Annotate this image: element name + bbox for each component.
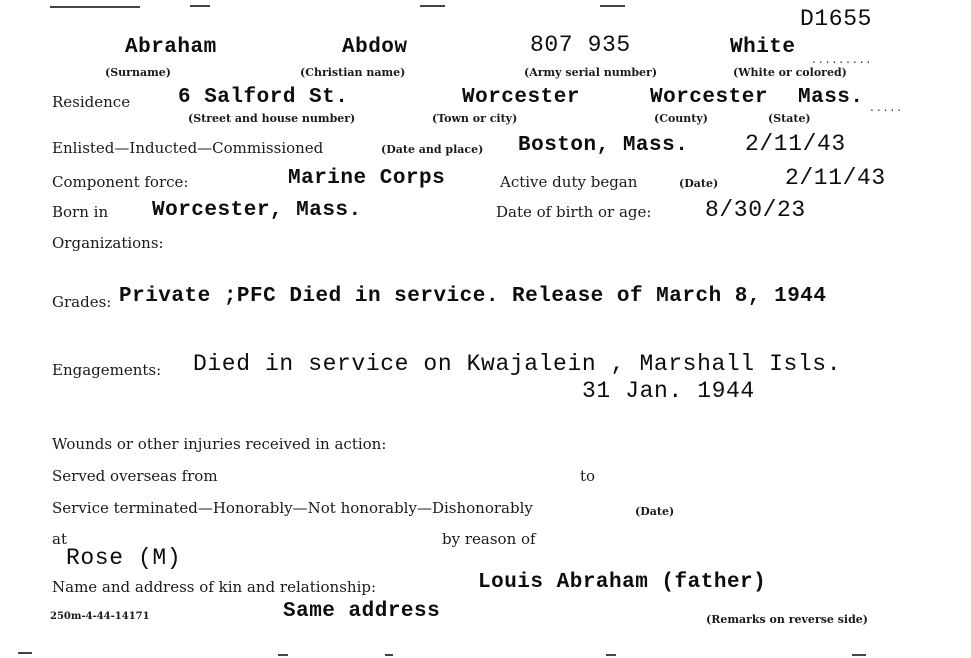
form-number: 250m-4-44-14171 [50,611,150,622]
top-border-mark [600,5,625,7]
bottom-border-mark [278,654,288,656]
component-force-value: Marine Corps [288,167,446,190]
top-border-mark [50,6,140,8]
dotted-leader: ......... [812,52,874,66]
state-caption: (State) [768,112,811,125]
enlistment-place-value: Boston, Mass. [518,134,689,157]
termination-date-caption: (Date) [635,505,675,518]
enlisted-label: Enlisted—Inducted—Commissioned [52,139,324,157]
terminated-at-value: Rose (M) [66,545,182,571]
county-caption: (County) [654,112,708,125]
engagements-line1: Died in service on Kwajalein , Marshall Isls. [193,351,842,377]
dotted-leader: ..... [870,100,905,114]
card-id: D1655 [800,6,873,32]
top-border-mark [420,5,445,7]
town-value: Worcester [462,86,580,109]
street-value: 6 Salford St. [178,86,349,109]
top-border-mark [190,5,210,7]
town-caption: (Town or city) [432,112,518,125]
active-duty-date-value: 2/11/43 [785,165,886,191]
date-place-caption: (Date and place) [381,143,484,156]
active-duty-label: Active duty began [500,173,638,191]
dob-label: Date of birth or age: [496,203,652,221]
kin-address-value: Same address [283,600,441,623]
serial-caption: (Army serial number) [524,66,658,79]
wounds-label: Wounds or other injuries received in action: [52,435,387,453]
at-label: at [52,530,67,548]
born-in-value: Worcester, Mass. [152,199,362,222]
surname-value: Abraham [125,36,217,59]
overseas-to-label: to [580,467,596,485]
kin-label: Name and address of kin and relationship: [52,578,377,596]
residence-label: Residence [52,93,131,111]
service-terminated-label: Service terminated—Honorably—Not honorably—Dishonorably [52,499,533,517]
surname-caption: (Surname) [105,66,171,79]
street-caption: (Street and house number) [188,112,356,125]
kin-name-value: Louis Abraham (father) [478,571,767,594]
enlistment-date-value: 2/11/43 [745,131,846,157]
state-value: Mass. [798,86,864,109]
by-reason-label: by reason of [442,530,536,548]
remarks-note: (Remarks on reverse side) [706,613,868,626]
active-duty-date-caption: (Date) [679,177,719,190]
christian-name-value: Abdow [342,36,408,59]
born-in-label: Born in [52,203,109,221]
race-caption: (White or colored) [733,66,847,79]
grades-label: Grades: [52,293,112,311]
christian-name-caption: (Christian name) [300,66,406,79]
county-value: Worcester [650,86,768,109]
race-value: White [730,36,796,59]
organizations-label: Organizations: [52,234,164,252]
component-force-label: Component force: [52,173,189,191]
bottom-border-mark [18,652,32,654]
served-overseas-label: Served overseas from [52,467,218,485]
engagements-label: Engagements: [52,361,162,379]
serial-number-value: 807 935 [530,32,631,58]
bottom-border-mark [385,654,393,656]
bottom-border-mark [606,654,616,656]
engagements-line2: 31 Jan. 1944 [582,378,755,404]
grades-value: Private ;PFC Died in service. Release of March 8, 1944 [119,285,827,308]
bottom-border-mark [852,654,866,656]
dob-value: 8/30/23 [705,197,806,223]
